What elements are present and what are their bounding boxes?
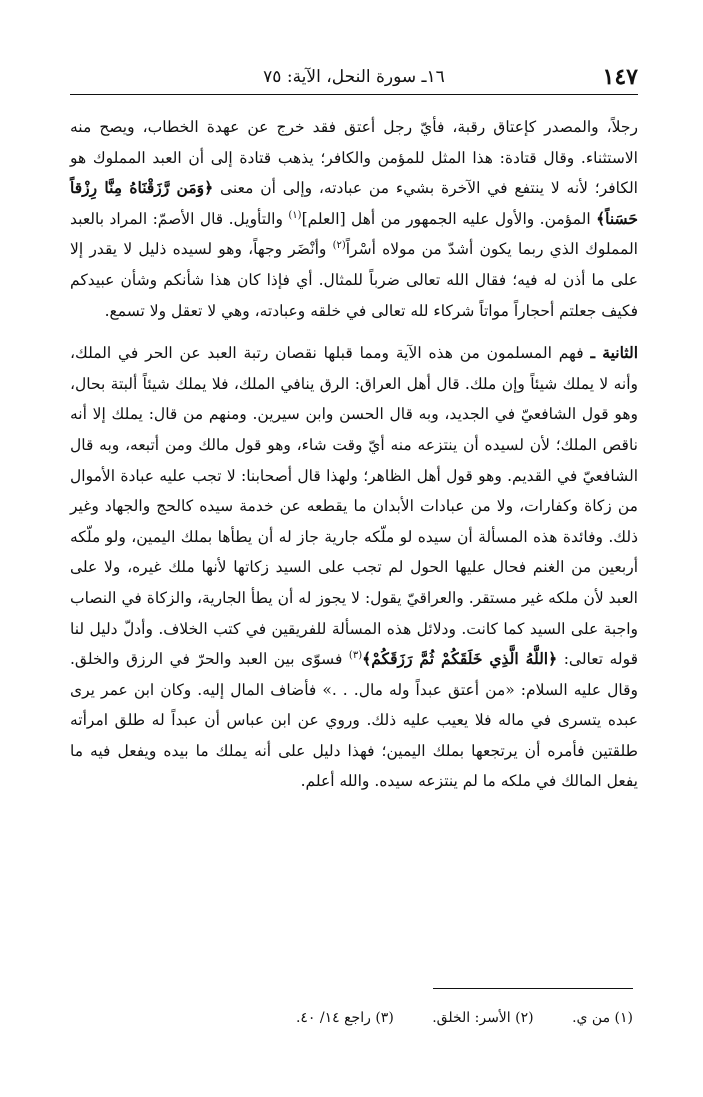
footnote-divider [433, 988, 633, 989]
footnote-1: (١) من ي. [572, 1010, 633, 1026]
footnote-3: (٣) راجع ١٤/ ٤٠. [295, 1010, 394, 1026]
paragraph-2 [70, 338, 638, 797]
body-text [70, 112, 638, 797]
footnote-ref-3: (٣) [348, 649, 363, 661]
header-divider [70, 94, 638, 95]
paragraph-2-lead: الثانية ـ [590, 343, 638, 363]
running-header [70, 62, 638, 96]
paragraph-1-text-a: رجلاً، والمصدر كإعتاق رقبة، فأيّ رجل أعتق فقد خرج عن عهدة الخطاب، ويصح منه الاستثناء. وقال قتادة: هذا المثل للمؤمن والكافر؛ يذهب قتادة إلى أن العبد المملوك هو الكافر؛ لأنه لا ينتفع في الآخرة بشيء من عبادته، وإلى أن معنى [70, 118, 638, 198]
paragraph-1-text-d: وأنْضَر وجهاً، وهو لسيده ذليل لا يقدر إلا على ما أذن له فيه؛ فقال الله تعالى ضرباً للمثال. أي فإذا كان هذا شأنكم وشأن عبيدكم فكيف جعلتم أحجاراً مواتاً شركاء لله تعالى في خلقه وعبادته، وهي لا تعقل ولا تسمع. [70, 240, 638, 320]
footnote-2: (٢) الأسر: الخلق. [432, 1010, 534, 1026]
footnote-ref-1: (١) [288, 209, 302, 221]
paragraph-2-text-b: فسوّى بين العبد والحرّ في الرزق والخلق. وقال عليه السلام: «من أعتق عبداً وله مال. . .» فأضاف المال إليه. وكان ابن عمر يرى عبده يتسرى في ماله فلا يعيب عليه ذلك. وروي عن ابن عباس أن عبداً له طلق امرأته طلقتين فأمره أن يرتجعها بملك اليمين؛ فهذا دليل على أنه يملك ما بيده ويفعل فيه ما يفعل المالك في ملكه ما لم ينتزعه سيده. والله أعلم. [70, 650, 638, 791]
page-number: ١٤٧ [602, 64, 638, 90]
paragraph-2-text-a: فهم المسلمون من هذه الآية ومما قبلها نقصان رتبة العبد عن الحر في الملك، وأنه لا يملك شيئاً وإن ملك. قال أهل العراق: الرق ينافي الملك، فلا يملك شيئاً ألبتة بحال، وهو قول الشافعيّ في الجديد، وبه قال الحسن وابن سيرين. ومنهم من قال: يملك إلا أنه ناقص الملك؛ لأن لسيده أن ينتزعه منه أيّ وقت شاء، وهو قول مالك ومن أتبعه، وبه قال الشافعيّ في القديم. وهو قول أهل الظاهر؛ ولهذا قال أصحابنا: لا تجب عليه عبادة الأموال من زكاة وكفارات، ولا من عبادات الأبدان ما يقطعه عن خدمة سيده كالحج والجهاد وغير ذلك. وفائدة هذه المسألة أن سيده لو ملّكه جارية جاز له أن يطأها بملك اليمين، ولو ملّكه أربعين من الغنم فحال عليها الحول لم تجب على السيد زكاتها لأنها ملك غيره، ولا على العبد لأن ملكه غير مستقر. والعراقيّ يقول: لا يجوز له أن يطأ الجارية، والزكاة في النصاب واجبة على السيد كما كانت. ودلائل هذه المسألة للفريقين في كتب الخلاف. وأدلّ دليل لنا قوله تعالى: [70, 344, 639, 669]
footnotes [65, 1006, 633, 1030]
paragraph-1-text-c: والتأويل. قال الأصمّ: المراد بالعبد المملوك الذي ربما يكون أشدّ من مولاه أسْراً [70, 209, 638, 259]
quran-verse-1: ﴿وَمَن رَّزَقْنَاهُ مِنَّا رِزْقاً حَسَناً﴾ [70, 178, 638, 228]
paragraph-1-text-b: المؤمن. والأول عليه الجمهور من أهل [العلم] [301, 209, 591, 228]
quran-verse-2: ﴿اللَّهُ الَّذِي خَلَقَكُمْ ثُمَّ رَزَقَكُمْ﴾ [362, 649, 558, 669]
paragraph-1 [70, 112, 638, 326]
footnote-ref-2: (٢) [332, 240, 346, 252]
header-title: ١٦ـ سورة النحل، الآية: ٧٥ [263, 67, 445, 87]
